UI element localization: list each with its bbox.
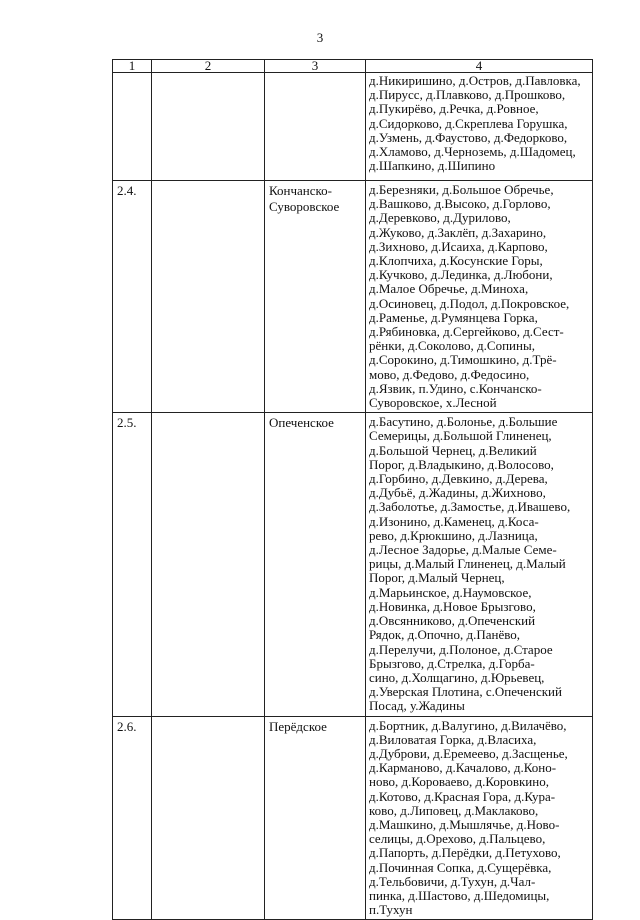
places-line: д.Перелучи, д.Полоное, д.Старое	[369, 642, 553, 657]
places-line: д.Сидорково, д.Скреплева Горушка,	[369, 116, 568, 131]
places-line: д.Уверская Плотина, с.Опеченский	[369, 685, 562, 700]
places-line: д.Раменье, д.Румянцева Горка,	[369, 310, 538, 325]
places-line: сино, д.Холщагино, д.Юрьевец,	[369, 670, 545, 685]
table-header-row	[113, 60, 593, 73]
places-line: д.Починная Сопка, д.Сущерёвка,	[369, 860, 552, 875]
places-line: д.Рябиновка, д.Сергейково, д.Сест-	[369, 325, 564, 340]
places-line: д.Горбино, д.Девкино, д.Дерева,	[369, 472, 548, 487]
places-list	[366, 181, 593, 413]
row-number: 2.6.	[113, 716, 152, 920]
places-line: д.Папорть, д.Перёдки, д.Петухово,	[369, 846, 561, 861]
places-line: д.Пукирёво, д.Речка, д.Ровное,	[369, 102, 539, 117]
settlement-name	[265, 716, 366, 920]
places-line: Рядок, д.Опочно, д.Панёво,	[369, 628, 521, 643]
places-line: д.Басутино, д.Болонье, д.Большие	[369, 415, 558, 430]
places-line: д.Клопчиха, д.Косунские Горы,	[369, 254, 543, 269]
places-line: ково, д.Липовец, д.Маклаково,	[369, 803, 539, 818]
places-line: д.Машкино, д.Мышлячье, д.Ново-	[369, 817, 560, 832]
settlement-name	[265, 73, 366, 181]
places-line: д.Марьинское, д.Наумовское,	[369, 585, 532, 600]
places-line: д.Язвик, п.Удино, с.Кончанско-	[369, 381, 542, 396]
page-number: 3	[316, 30, 324, 45]
places-line: д.Тельбовичи, д.Тухун, д.Чал-	[369, 874, 536, 889]
header-col-2: 2	[152, 60, 265, 73]
places-line: рицы, д.Малый Глиненец, д.Малый	[369, 557, 566, 572]
places-line: д.Изонино, д.Каменец, д.Коса-	[369, 514, 539, 529]
places-line: Брызгово, д.Стрелка, д.Горба-	[369, 656, 535, 671]
places-line: Семерицы, д.Большой Глиненец,	[369, 429, 552, 444]
settlements-table	[112, 59, 593, 920]
places-list	[366, 413, 593, 716]
places-list	[366, 716, 593, 920]
settlement-name-line: Опеченское	[269, 415, 334, 431]
row-number: 2.4.	[113, 181, 152, 413]
places-line: д.Шапкино, д.Шипино	[369, 159, 496, 174]
settlement-name	[265, 413, 366, 716]
settlement-name	[265, 181, 366, 413]
places-line: д.Березняки, д.Большое Обречье,	[369, 183, 554, 197]
settlement-name-line: Суворовское	[269, 199, 340, 214]
places-line: д.Хламово, д.Черноземь, д.Шадомец,	[369, 145, 576, 160]
places-line: Порог, д.Малый Чернец,	[369, 571, 505, 586]
places-line: д.Виловатая Горка, д.Власиха,	[369, 732, 537, 747]
places-list	[366, 73, 593, 181]
places-line: рёнки, д.Соколово, д.Сопины,	[369, 339, 535, 354]
row-number: 2.5.	[113, 413, 152, 716]
places-line: д.Деревково, д.Дурилово,	[369, 211, 511, 226]
table-row	[113, 181, 593, 413]
row-col-2	[152, 73, 265, 181]
places-line: п.Тухун	[369, 903, 413, 918]
header-col-4: 4	[366, 60, 593, 73]
places-line: д.Бортник, д.Валугино, д.Вилачёво,	[369, 718, 567, 733]
places-line: д.Карманово, д.Качалово, д.Коно-	[369, 761, 557, 776]
places-line: Суворовское, х.Лесной	[369, 396, 497, 411]
places-line: д.Зихново, д.Исаиха, д.Карпово,	[369, 239, 548, 254]
places-line: д.Новинка, д.Новое Брызгово,	[369, 599, 536, 614]
places-line: д.Малое Обречье, д.Минохa,	[369, 282, 529, 297]
places-line: д.Кучково, д.Лединка, д.Любони,	[369, 268, 553, 283]
places-line: д.Лесное Задорье, д.Малые Семе-	[369, 543, 557, 558]
places-line: д.Дуброви, д.Еремеево, д.Засщенье,	[369, 746, 568, 761]
row-number	[113, 73, 152, 181]
table-body	[113, 73, 593, 920]
settlement-name-line: Перёдское	[269, 718, 327, 734]
places-line: д.Вашково, д.Высоко, д.Горлово,	[369, 197, 551, 212]
table-row	[113, 413, 593, 716]
places-line: д.Большой Чернец, д.Великий	[369, 443, 537, 458]
places-line: мово, д.Федово, д.Федосино,	[369, 367, 530, 382]
places-line: д.Сорокино, д.Тимошкино, д.Трё-	[369, 353, 557, 368]
table-row	[113, 716, 593, 920]
places-line: ново, д.Короваево, д.Коровкино,	[369, 775, 549, 790]
places-line: д.Котово, д.Красная Гора, д.Кура-	[369, 789, 556, 804]
places-line: д.Осиновец, д.Подол, д.Покровское,	[369, 296, 570, 311]
places-line: пинка, д.Шастово, д.Шедомицы,	[369, 888, 550, 903]
places-line: д.Узмень, д.Фаустово, д.Федорково,	[369, 130, 568, 145]
row-col-2	[152, 181, 265, 413]
settlement-name-line: Кончанско-	[269, 183, 333, 198]
places-line: д.Овсянниково, д.Опеченский	[369, 614, 536, 629]
row-col-2	[152, 413, 265, 716]
places-line: д.Дубьё, д.Жадины, д.Жихново,	[369, 486, 546, 501]
places-line: рево, д.Крюкшино, д.Лазница,	[369, 528, 538, 543]
row-col-2	[152, 716, 265, 920]
header-col-3: 3	[265, 60, 366, 73]
places-line: д.Заболотье, д.Замостье, д.Ивашево,	[369, 500, 571, 515]
header-col-1: 1	[113, 60, 152, 73]
places-line: селицы, д.Орехово, д.Пальцево,	[369, 832, 546, 847]
table-row	[113, 73, 593, 181]
places-line: д.Пирусс, д.Плавково, д.Прошково,	[369, 88, 566, 103]
places-line: д.Никиришино, д.Остров, д.Павловка,	[369, 74, 581, 88]
places-line: Посад, у.Жадины	[369, 699, 465, 714]
places-line: д.Жуково, д.Заклёп, д.Захарино,	[369, 225, 547, 240]
places-line: Порог, д.Владыкино, д.Волосово,	[369, 457, 554, 472]
